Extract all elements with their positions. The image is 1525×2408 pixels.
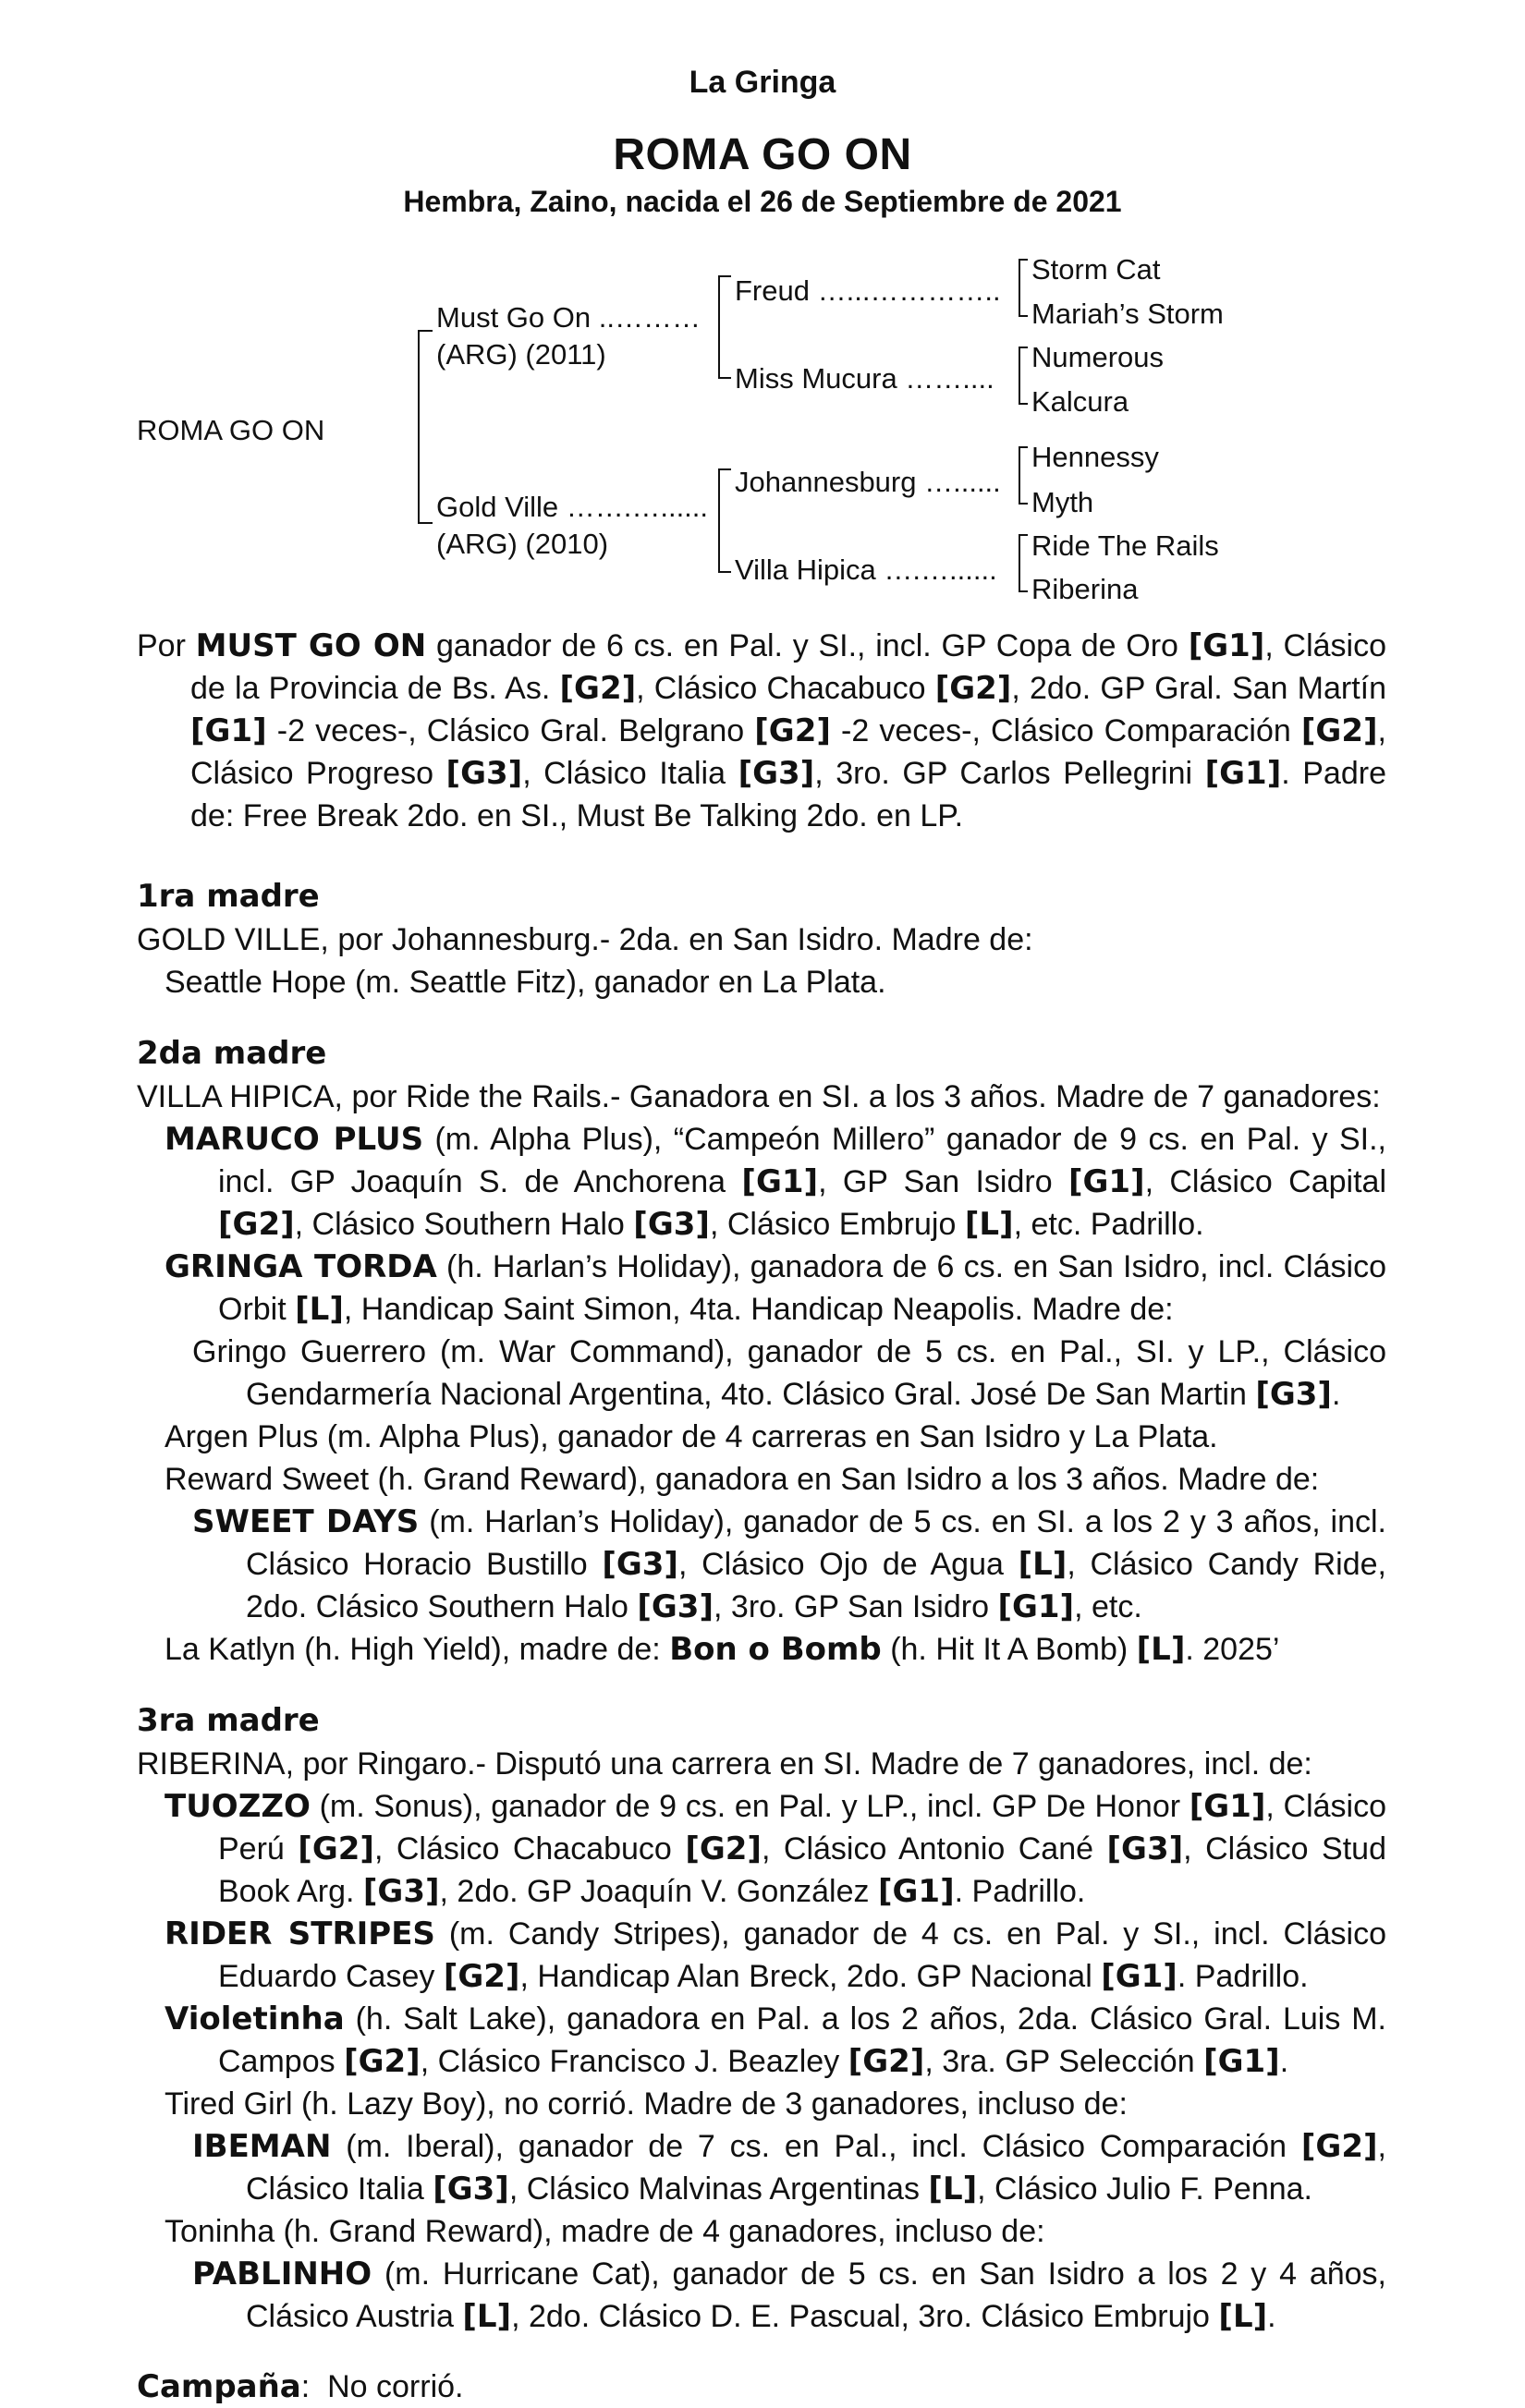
horse-name: ROMA GO ON bbox=[613, 130, 912, 179]
sire-paragraph bbox=[137, 625, 1386, 837]
grade-badge: [G3] bbox=[633, 1206, 710, 1243]
text-segment: (m. Iberal), ganador de 7 cs. en Pal., incl. Clásico Comparación bbox=[331, 2129, 1301, 2164]
family-entry bbox=[137, 1246, 1386, 1331]
family-entry bbox=[137, 2083, 1386, 2125]
text-segment: , Handicap Alan Breck, 2do. GP Nacional bbox=[519, 1959, 1102, 1994]
horse-highlight: TUOZZO bbox=[165, 1788, 311, 1825]
family-entry bbox=[137, 961, 1386, 1003]
grade-badge: [G1] bbox=[1203, 2043, 1280, 2080]
family-sections bbox=[137, 874, 1386, 2338]
text-segment: Seattle Hope (m. Seattle Fitz), ganador en La Plata. bbox=[165, 965, 886, 1000]
grade-badge: [G2] bbox=[848, 2043, 925, 2080]
text-segment: , Clásico Antonio Cané bbox=[761, 1831, 1107, 1867]
text-segment: -2 veces-, Clásico Comparación bbox=[830, 713, 1301, 748]
text-segment: (m. Sonus), ganador de 9 cs. en Pal. y LP., incl. GP De Honor bbox=[310, 1789, 1190, 1824]
horse-highlight: RIDER STRIPES bbox=[165, 1915, 435, 1952]
grade-badge: [G3] bbox=[433, 2171, 509, 2207]
text-segment: Toninha (h. Grand Reward), madre de 4 ganadores, incluso de: bbox=[165, 2214, 1045, 2249]
gen3-name: Ride The Rails bbox=[1031, 529, 1219, 562]
text-segment: RIBERINA, por Ringaro.- Disputó una carrera en SI. Madre de 7 ganadores, incl. de: bbox=[137, 1746, 1312, 1782]
sire-name: Must Go On ..……… bbox=[436, 301, 701, 334]
grade-badge: [L] bbox=[1018, 1546, 1068, 1583]
horse-subtitle: Hembra, Zaino, nacida el 26 de Septiembre de 2021 bbox=[403, 185, 1122, 218]
grade-badge: [L] bbox=[928, 2171, 978, 2207]
text-segment: , 3ra. GP Selección bbox=[924, 2044, 1204, 2079]
grade-badge: [G3] bbox=[1106, 1830, 1184, 1867]
grade-badge: [G2] bbox=[344, 2043, 421, 2080]
campaign-value: No corrió. bbox=[327, 2369, 464, 2404]
family-entry bbox=[137, 1416, 1386, 1458]
horse-highlight: Bon o Bomb bbox=[669, 1631, 882, 1668]
text-segment: , 2do. Clásico D. E. Pascual, 3ro. Clásico Embrujo bbox=[511, 2299, 1219, 2334]
grade-badge: [G2] bbox=[1300, 2128, 1378, 2165]
gen3-name: Mariah’s Storm bbox=[1031, 298, 1224, 330]
text-segment: , 2do. GP Gral. San Martín bbox=[1011, 671, 1386, 706]
family-entry bbox=[137, 1076, 1386, 1118]
text-segment: , Clásico Perú bbox=[218, 1789, 1387, 1867]
text-segment: Por bbox=[137, 628, 196, 663]
horse-highlight: IBEMAN bbox=[192, 2128, 332, 2165]
grade-badge: [G3] bbox=[1255, 1376, 1332, 1413]
dam-name: Gold Ville …….…...... bbox=[436, 491, 709, 523]
bracket-gen1 bbox=[418, 330, 420, 524]
grade-badge: [G2] bbox=[298, 1830, 374, 1867]
family-entry bbox=[137, 1785, 1386, 1913]
text-segment: , 2do. GP Joaquín V. González bbox=[439, 1874, 878, 1909]
text-segment: , Clásico Francisco J. Beazley bbox=[420, 2044, 848, 2079]
horse-highlight: MUST GO ON bbox=[195, 627, 427, 664]
text-segment: , Clásico Southern Halo bbox=[294, 1207, 634, 1242]
dam-origin: (ARG) (2010) bbox=[436, 528, 609, 560]
text-segment: (m. Harlan’s Holiday), ganador de 5 cs. en SI. a los 2 y 3 años, incl. Clásico Horacio Bustillo bbox=[246, 1504, 1386, 1582]
gen3-name: Riberina bbox=[1031, 573, 1139, 605]
grade-badge: [G1] bbox=[1188, 627, 1265, 664]
text-segment: , Clásico Ojo de Agua bbox=[677, 1547, 1019, 1582]
text-segment: , Clásico Stud Book Arg. bbox=[218, 1831, 1386, 1909]
text-segment: GOLD VILLE, por Johannesburg.- 2da. en San Isidro. Madre de: bbox=[137, 922, 1033, 957]
text-segment: , Handicap Saint Simon, 4ta. Handicap Neapolis. Madre de: bbox=[343, 1292, 1174, 1327]
family-entry bbox=[137, 1628, 1386, 1671]
family-entry bbox=[137, 1743, 1386, 1785]
sire-dam: Miss Mucura …….... bbox=[735, 362, 994, 395]
text-segment: Tired Girl (h. Lazy Boy), no corrió. Madre de 3 ganadores, incluso de: bbox=[165, 2086, 1128, 2122]
bracket-sire-line bbox=[718, 275, 720, 379]
text-segment: (m. Hurricane Cat), ganador de 5 cs. en San Isidro a los 2 y 4 años, Clásico Austria bbox=[246, 2256, 1386, 2334]
gen3-name: Storm Cat bbox=[1031, 253, 1161, 286]
gen3-name: Numerous bbox=[1031, 341, 1164, 373]
text-segment: (h. Hit It A Bomb) bbox=[881, 1632, 1137, 1667]
text-segment: . Padre de: Free Break 2do. en SI., Must Be Talking 2do. en LP. bbox=[190, 756, 1386, 833]
grade-badge: [G2] bbox=[443, 1958, 520, 1995]
campaign-label: Campaña bbox=[137, 2368, 301, 2405]
text-segment: . bbox=[1279, 2044, 1289, 2079]
sire-sire: Freud …...………….. bbox=[735, 274, 1001, 307]
pedigree-subject: ROMA GO ON bbox=[137, 414, 325, 446]
dam-dam: Villa Hipica ….…...... bbox=[735, 553, 997, 586]
family-entry bbox=[137, 2253, 1386, 2338]
text-segment: Reward Sweet (h. Grand Reward), ganadora en San Isidro a los 3 años. Madre de: bbox=[165, 1462, 1320, 1497]
text-segment: (h. Salt Lake), ganadora en Pal. a los 2 años, 2da. Clásico Gral. Luis M. Campos bbox=[218, 2001, 1386, 2079]
text-segment: , GP San Isidro bbox=[818, 1164, 1068, 1199]
family-entry bbox=[137, 2125, 1386, 2210]
text-segment: , Clásico Progreso bbox=[190, 713, 1386, 791]
text-segment: , 3ro. GP Carlos Pellegrini bbox=[814, 756, 1205, 791]
campaign-line: Campaña: No corrió. bbox=[137, 2368, 464, 2405]
grade-badge: [L] bbox=[295, 1291, 344, 1328]
grade-badge: [G1] bbox=[877, 1873, 955, 1910]
horse-highlight: SWEET DAYS bbox=[192, 1503, 420, 1540]
grade-badge: [G3] bbox=[738, 755, 815, 792]
gen3-name: Myth bbox=[1031, 486, 1094, 518]
dam-section-title: 1ra madre bbox=[137, 878, 320, 915]
horse-highlight: Violetinha bbox=[165, 2001, 345, 2037]
gen3-name: Kalcura bbox=[1031, 385, 1129, 418]
farm-name: La Gringa bbox=[689, 65, 836, 100]
text-segment: , Clásico Julio F. Penna. bbox=[977, 2171, 1312, 2207]
grade-badge: [G1] bbox=[997, 1588, 1075, 1625]
text-segment: . bbox=[1331, 1377, 1341, 1412]
text-segment: , Clásico Italia bbox=[246, 2129, 1386, 2207]
text-segment: . 2025’ bbox=[1185, 1632, 1280, 1667]
text-segment: , Clásico Chacabuco bbox=[373, 1831, 686, 1867]
grade-badge: [G3] bbox=[637, 1588, 714, 1625]
text-segment: , Clásico Chacabuco bbox=[636, 671, 935, 706]
grade-badge: [G1] bbox=[1189, 1788, 1266, 1825]
family-entry bbox=[137, 1998, 1386, 2083]
grade-badge: [G1] bbox=[1204, 755, 1282, 792]
grade-badge: [G2] bbox=[559, 670, 637, 707]
bracket-gen1-bottom bbox=[418, 522, 433, 524]
text-segment: (h. Harlan’s Holiday), ganadora de 6 cs. en San Isidro, incl. Clásico Orbit bbox=[218, 1249, 1386, 1327]
bracket-dam-line bbox=[718, 468, 720, 573]
text-segment: (m. Alpha Plus), “Campeón Millero” ganador de 9 cs. en Pal. y SI., incl. GP Joaquín S. de Anchorena bbox=[218, 1122, 1386, 1199]
family-entry bbox=[137, 1458, 1386, 1501]
text-segment: , Clásico Capital bbox=[1144, 1164, 1386, 1199]
text-segment: . bbox=[1267, 2299, 1276, 2334]
text-segment: , Clásico Italia bbox=[522, 756, 738, 791]
grade-badge: [L] bbox=[964, 1206, 1014, 1243]
text-segment: , Clásico Embrujo bbox=[709, 1207, 965, 1242]
dam-section-title: 2da madre bbox=[137, 1035, 327, 1072]
grade-badge: [G2] bbox=[685, 1830, 762, 1867]
sire-origin: (ARG) (2011) bbox=[436, 338, 606, 371]
text-segment: , Clásico Malvinas Argentinas bbox=[508, 2171, 929, 2207]
grade-badge: [G3] bbox=[602, 1546, 678, 1583]
grade-badge: [L] bbox=[1136, 1631, 1186, 1668]
text-segment: Gringo Guerrero (m. War Command), ganador de 5 cs. en Pal., SI. y LP., Clásico Gendarmería Nacional Argentina, 4to. Clásico Gral. José De San Martin bbox=[192, 1334, 1386, 1412]
grade-badge: [G3] bbox=[362, 1873, 440, 1910]
text-segment: , etc. bbox=[1074, 1589, 1142, 1624]
family-entry bbox=[137, 1913, 1386, 1998]
horse-highlight: GRINGA TORDA bbox=[165, 1248, 437, 1285]
grade-badge: [G2] bbox=[754, 712, 831, 749]
grade-badge: [G1] bbox=[1101, 1958, 1177, 1995]
grade-badge: [L] bbox=[462, 2298, 512, 2335]
family-entry bbox=[137, 1501, 1386, 1628]
family-entry bbox=[137, 918, 1386, 961]
grade-badge: [G2] bbox=[218, 1206, 295, 1243]
text-segment: -2 veces-, Clásico Gral. Belgrano bbox=[266, 713, 755, 748]
text-segment: . Padrillo. bbox=[1177, 1959, 1309, 1994]
text-segment: . Padrillo. bbox=[954, 1874, 1086, 1909]
family-entry bbox=[137, 1118, 1386, 1246]
grade-badge: [G1] bbox=[190, 712, 267, 749]
family-entry bbox=[137, 2210, 1386, 2253]
catalog-body bbox=[137, 625, 1386, 2408]
grade-badge: [G2] bbox=[1300, 712, 1378, 749]
grade-badge: [G3] bbox=[445, 755, 523, 792]
dam-sire: Johannesburg …...... bbox=[735, 466, 1001, 498]
text-segment: (m. Candy Stripes), ganador de 4 cs. en Pal. y SI., incl. Clásico Eduardo Casey bbox=[218, 1916, 1386, 1994]
text-segment: , etc. Padrillo. bbox=[1013, 1207, 1204, 1242]
gen3-name: Hennessy bbox=[1031, 441, 1159, 473]
text-segment: ganador de 6 cs. en Pal. y SI., incl. GP Copa de Oro bbox=[426, 628, 1189, 663]
grade-badge: [G2] bbox=[934, 670, 1012, 707]
text-segment: , Clásico de la Provincia de Bs. As. bbox=[190, 628, 1387, 706]
bracket-gen1-top bbox=[418, 330, 433, 332]
family-entry bbox=[137, 1331, 1386, 1416]
grade-badge: [L] bbox=[1218, 2298, 1268, 2335]
horse-highlight: MARUCO PLUS bbox=[165, 1121, 424, 1158]
text-segment: Argen Plus (m. Alpha Plus), ganador de 4 carreras en San Isidro y La Plata. bbox=[165, 1419, 1218, 1454]
text-segment: , Clásico Candy Ride, 2do. Clásico Southern Halo bbox=[246, 1547, 1386, 1624]
text-segment: La Katlyn (h. High Yield), madre de: bbox=[165, 1632, 670, 1667]
text-segment: , 3ro. GP San Isidro bbox=[714, 1589, 998, 1624]
grade-badge: [G1] bbox=[741, 1163, 819, 1200]
horse-highlight: PABLINHO bbox=[192, 2256, 372, 2292]
grade-badge: [G1] bbox=[1068, 1163, 1145, 1200]
text-segment: VILLA HIPICA, por Ride the Rails.- Ganadora en SI. a los 3 años. Madre de 7 ganadores: bbox=[137, 1079, 1381, 1114]
dam-section-title: 3ra madre bbox=[137, 1702, 320, 1739]
